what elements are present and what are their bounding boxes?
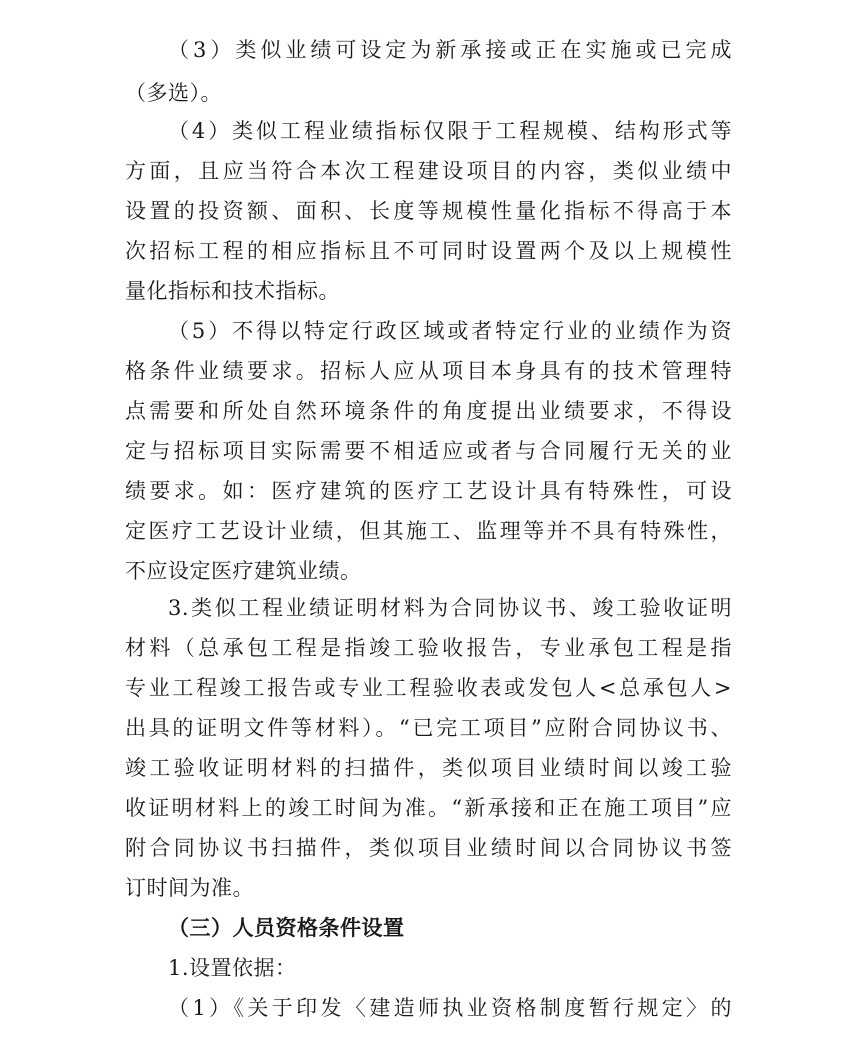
paragraph-5-line-3: 点需要和所处自然环境条件的角度提出业绩要求，不得设 (125, 399, 732, 423)
paragraph-4-line-4: 次招标工程的相应指标且不可同时设置两个及以上规模性 (125, 239, 732, 263)
subheading-basis: 1.设置依据： (168, 956, 297, 980)
paragraph-5-line-6: 定医疗工艺设计业绩，但其施工、监理等并不具有特殊性， (125, 519, 732, 543)
paragraph-5-line-7: 不应设定医疗建筑业绩。 (125, 559, 362, 583)
paragraph-5-line-5: 绩要求。如：医疗建筑的医疗工艺设计具有特殊性，可设 (125, 479, 732, 503)
paragraph-5-line-4: 定与招标项目实际需要不相适应或者与合同履行无关的业 (125, 439, 732, 463)
paragraph-4-line-3: 设置的投资额、面积、长度等规模性量化指标不得高于本 (125, 199, 732, 223)
section-3-line-3: 专业工程竣工报告或专业工程验收表或发包人<总承包人> (125, 676, 732, 700)
section-3-line-1: 3.类似工程业绩证明材料为合同协议书、竣工验收证明 (168, 596, 732, 620)
section-3-line-4: 出具的证明文件等材料）。“已完工项目”应附合同协议书、 (125, 716, 732, 740)
paragraph-5-line-1: （5）不得以特定行政区域或者特定行业的业绩作为资 (168, 319, 732, 343)
paragraph-5-line-2: 格条件业绩要求。招标人应从项目本身具有的技术管理特 (125, 359, 732, 383)
basis-item-1-line-1: （1）《关于印发〈建造师执业资格制度暂行规定〉的 (168, 996, 732, 1020)
section-3-line-7: 附合同协议书扫描件，类似项目业绩时间以合同协议书签 (125, 836, 732, 860)
section-3-line-6: 收证明材料上的竣工时间为准。“新承接和正在施工项目”应 (125, 796, 732, 820)
paragraph-4-line-1: （4）类似工程业绩指标仅限于工程规模、结构形式等 (168, 119, 732, 143)
section-3-line-2: 材料（总承包工程是指竣工验收报告，专业承包工程是指 (125, 636, 732, 660)
section-3-line-5: 竣工验收证明材料的扫描件，类似项目业绩时间以竣工验 (125, 756, 732, 780)
section-3-line-8: 订时间为准。 (125, 876, 254, 900)
paragraph-4-line-2: 方面，且应当符合本次工程建设项目的内容，类似业绩中 (125, 159, 732, 183)
paragraph-3-line-1: （3）类似业绩可设定为新承接或正在实施或已完成 (168, 38, 732, 62)
section-heading-personnel: （三）人员资格条件设置 (168, 915, 405, 940)
paragraph-3-line-2: （多选）。 (125, 81, 222, 105)
paragraph-4-line-5: 量化指标和技术指标。 (125, 279, 340, 303)
